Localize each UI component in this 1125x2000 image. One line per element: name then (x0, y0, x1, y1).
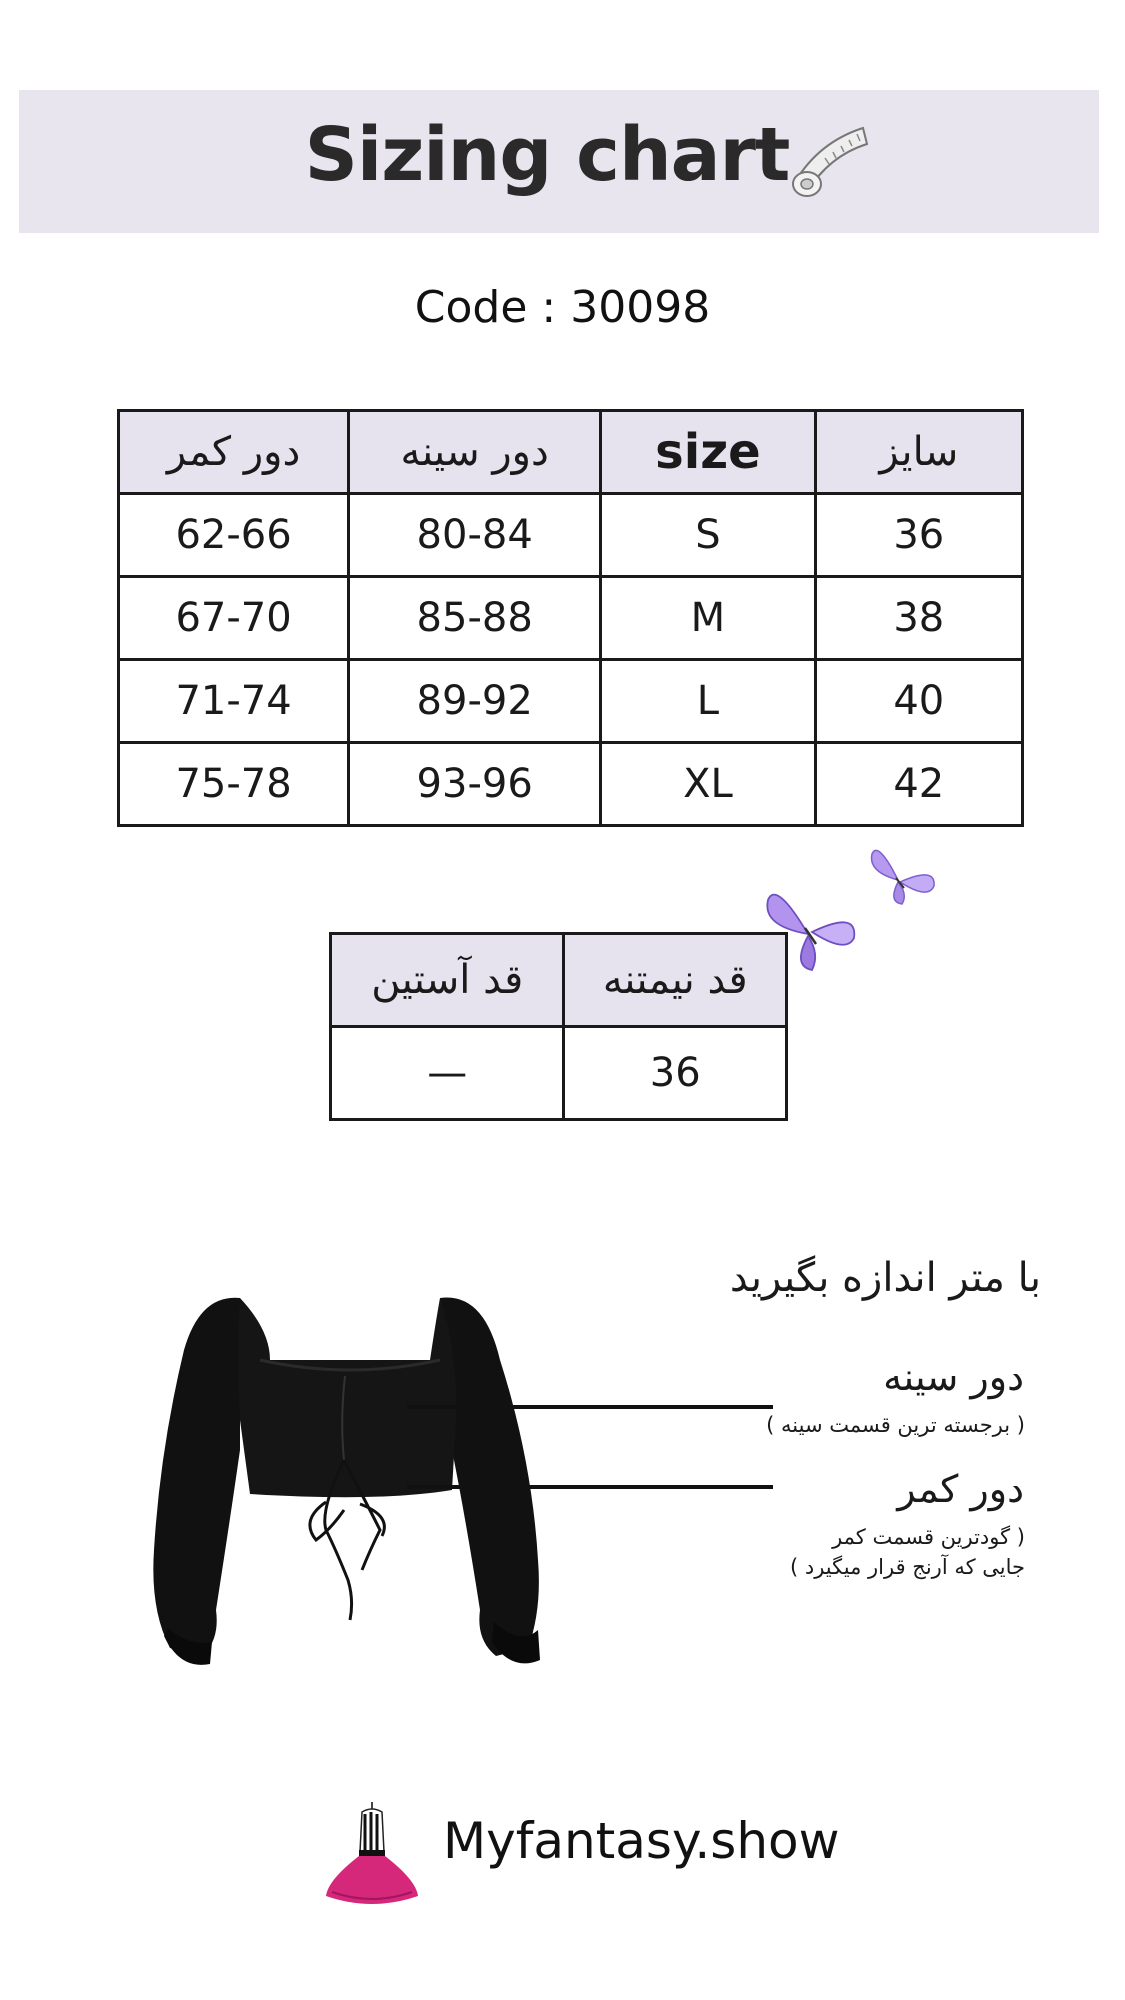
table-row (119, 660, 1023, 743)
cell-size: S (601, 494, 815, 577)
cell-sleeve-length: — (331, 1027, 564, 1120)
chest-note: ( برجسته ترین قسمت سینه ) (766, 1413, 1025, 1437)
header-size: size (601, 411, 815, 494)
table-row (119, 743, 1023, 826)
table-row (119, 577, 1023, 660)
cell-waist: 71-74 (119, 660, 349, 743)
dress-icon (322, 1800, 422, 1910)
butterfly-icon (868, 842, 940, 910)
chest-indicator-line (407, 1405, 773, 1409)
header-chest: دور سینه (349, 411, 601, 494)
waist-note: ( گودترین قسمت کمر (832, 1525, 1025, 1549)
measure-instruction: با متر اندازه بگیرید (729, 1255, 1041, 1301)
chest-label: دور سینه (883, 1355, 1024, 1399)
table-header-row (119, 411, 1023, 494)
cell-top-length: 36 (564, 1027, 787, 1120)
brand-name: Myfantasy.show (443, 1812, 840, 1870)
cell-size: M (601, 577, 815, 660)
header-top-length: قد نیمتنه (564, 934, 787, 1027)
header-waist: دور کمر (119, 411, 349, 494)
cell-chest: 89-92 (349, 660, 601, 743)
waist-label: دور کمر (897, 1467, 1024, 1511)
cell-size-number: 38 (815, 577, 1022, 660)
cell-chest: 93-96 (349, 743, 601, 826)
size-table (117, 409, 1024, 827)
cell-waist: 67-70 (119, 577, 349, 660)
header-sleeve-length: قد آستین (331, 934, 564, 1027)
table-row (119, 494, 1023, 577)
cell-chest: 85-88 (349, 577, 601, 660)
page-title: Sizing chart (304, 112, 790, 198)
cell-size-number: 42 (815, 743, 1022, 826)
cell-waist: 62-66 (119, 494, 349, 577)
cell-size: L (601, 660, 815, 743)
table-header-row (331, 934, 787, 1027)
cell-chest: 80-84 (349, 494, 601, 577)
cell-size-number: 36 (815, 494, 1022, 577)
header-banner (19, 90, 1099, 233)
cell-size: XL (601, 743, 815, 826)
product-code: Code : 30098 (414, 282, 711, 333)
cell-waist: 75-78 (119, 743, 349, 826)
waist-indicator-line (407, 1485, 773, 1489)
measuring-tape-icon (789, 122, 869, 202)
length-table (329, 932, 788, 1121)
table-row (331, 1027, 787, 1120)
header-size-fa: سایز (815, 411, 1022, 494)
waist-note: جایی که آرنج قرار میگیرد ) (790, 1555, 1025, 1579)
cell-size-number: 40 (815, 660, 1022, 743)
